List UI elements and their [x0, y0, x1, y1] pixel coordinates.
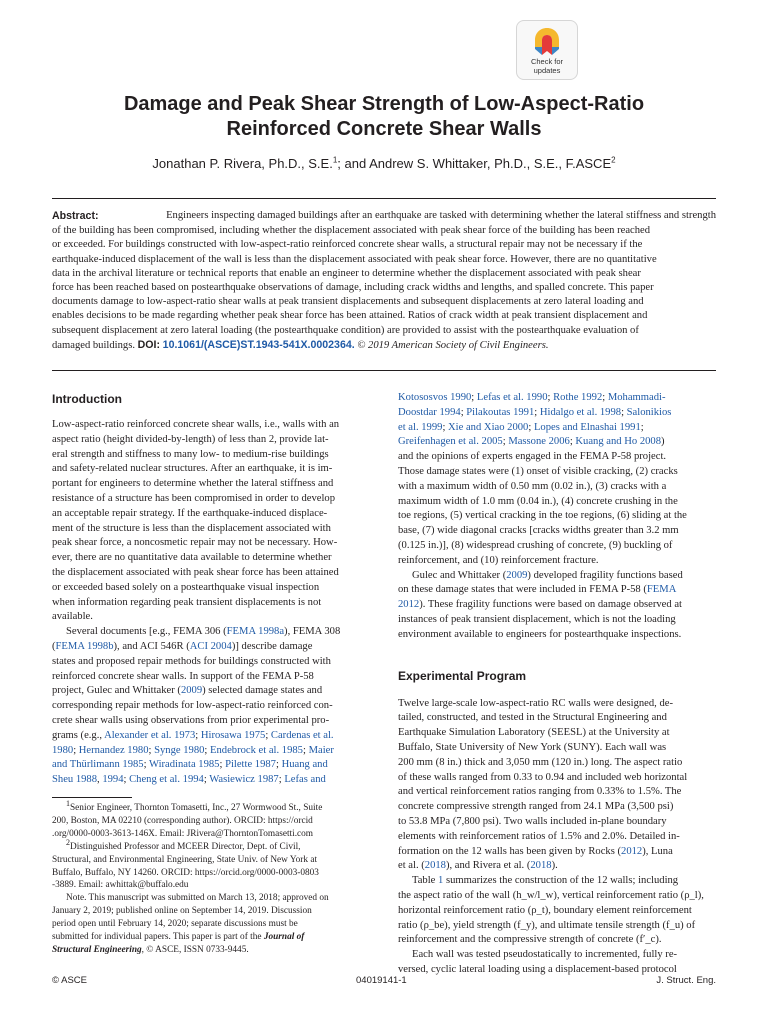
left-column: Introduction Low-aspect-ratio reinforced concrete shear walls, i.e., walls with an aspect ratio (height divided-by-length) of less than 2, provide lat- eral strength and stiffness to many low- to medium-rise buildings and safety-related nuclear structures. After an earthquake, it is im- portant for engineers to determine whether the lateral stiffness and resistance of a structure has been compromised in order to develop an acceptable repair strategy. If the earthquake-induced displace- ment of the structure is less than the displacement associated with peak shear force, a noncosmetic repair may not be necessary. How- ever, there are no quantitative data available to determine whether the displacement associated with peak shear force has been attained or exceeded based solely on a postearthquake visual inspection when information regarding peak transient displacements is not available. Several documents [e.g., FEMA 306 (FEMA 1998a), FEMA 308 (FEMA 1998b), and ACI 546R (ACI 2004)] describe damage states and proposed repair methods for buildings constructed with reinforced concrete shear walls. In support of the FEMA P-58 project, Gulec and Whittaker (2009) selected damage states and corresponding repair methods for low-aspect-ratio reinforced con- crete shear walls using observations from prior experimental pro- grams (e.g., Alexander et al. 1973; Hirosawa 1975; Cardenas et al. 1980; Hernandez 1980; Synge 1980; Endebrock et al. 1985; Maier and Thürlimann 1985; Wiradinata 1985; Pilette 1987; Huang and Sheu 1988, 1994; Cheng et al. 1994; Wasiewicz 1987; Lefas and: [52, 392, 370, 788]
citation-link[interactable]: Lefas and: [284, 774, 326, 786]
citation-link[interactable]: Alexander et al. 1973: [104, 729, 196, 741]
footnote-2: $^2$Distinguished Professor and MCEER Director, Dept. of Civil, Structural, and Environmental Engineering, State Univ. of New York at Buffalo, Buffalo, NY 14260. ORCID: https://orcid.org/0000-0003-0803 -3889. Email: awhittak@buffalo.edu: [52, 837, 319, 891]
doi-link[interactable]: 10.1061/(ASCE)ST.1943-541X.0002364.: [162, 338, 355, 351]
check-for-updates-label: Check for updates: [530, 57, 564, 75]
citation-link[interactable]: 1980: [52, 744, 74, 756]
citation-link[interactable]: FEMA 1998b: [55, 640, 114, 652]
footnote-1: $^1$Senior Engineer, Thornton Tomasetti, Inc., 27 Wormwood St., Suite 200, Boston, MA 02210 (corresponding author). ORCID: https://orcid .org/0000-0003-3613-146X. Email: JRivera@ThorntonTomasetti.com: [52, 798, 323, 839]
text-line: an acceptable repair strategy. If the earthquake-induced displace-: [52, 507, 328, 519]
text-line: 200 mm (8 in.) thick and 3,050 mm (120 in.) long. The aspect ratio: [398, 756, 683, 768]
text-line: base, (7) wide diagonal cracks [cracks widths greater than 3.2 mm: [398, 525, 679, 537]
text-line: concrete compressive strength ranged from 24.1 MPa (3,500 psi): [398, 801, 674, 813]
citation-link[interactable]: Sheu 1988: [52, 774, 98, 786]
author-line: Jonathan P. Rivera, Ph.D., S.E.$^1$; and Andrew S. Whittaker, Ph.D., S.E., F.ASCE$^2$: [152, 155, 616, 171]
text-line: portant for engineers to determine whether the lateral stiffness and: [52, 478, 334, 490]
citation-link[interactable]: Cardenas et al.: [270, 729, 334, 741]
citation-link[interactable]: Wiradinata 1985: [149, 759, 220, 771]
text-line: Buffalo, State University of New York (SUNY). Each wall was: [398, 741, 667, 753]
text-line: ment of the structure is less than the displacement associated with: [52, 522, 331, 534]
table-link[interactable]: 1: [438, 875, 444, 887]
citation-link[interactable]: Wasiewicz 1987: [209, 774, 279, 786]
citation-link[interactable]: Endebrock et al. 1985: [210, 744, 303, 756]
text-line: Low-aspect-ratio reinforced concrete shear walls, i.e., walls with an: [52, 419, 340, 430]
citation-link[interactable]: 2009: [180, 685, 203, 697]
citation-link[interactable]: Hirosawa 1975: [200, 729, 266, 741]
text-line: the displacement associated with peak shear force has been attained: [52, 566, 339, 578]
citation-link[interactable]: Salonikios: [626, 406, 672, 418]
citation-link[interactable]: Lefas et al. 1990: [476, 392, 548, 403]
citation-link[interactable]: and Thürlimann 1985: [52, 759, 144, 771]
citation-link[interactable]: Cheng et al. 1994: [129, 774, 204, 786]
experimental-paragraph-3: Each wall was tested pseudostatically to incremented, fully re- versed, cyclic lateral loading using a displacement-based protocol: [398, 949, 678, 975]
introduction-heading: Introduction: [52, 392, 122, 406]
footnote-rule: [52, 797, 132, 798]
check-for-updates-icon: [533, 27, 561, 57]
continued-paragraph: Kotososvos 1990; Lefas et al. 1990; Rothe 1992; Mohammadi- Doostdar 1994; Pilakoutas 1991; Hidalgo et al. 1998; Salonikios et al. 1999; Xie and Xiao 2000; Lopes and Elnashai 1991; Greifenhagen et al. 2005; Massone 2006; Kuang and Ho 2008) and the opinions of experts engaged in the FEMA P-58 project. Those damage states were (1) onset of visible cracking, (2) cracks with a maximum width of 0.50 mm (0.02 in.), (3) cracks with a maximum width of 1.0 mm (0.04 in.), (4) concrete crushing in the toe regions, (5) vertical cracking in the toe regions, (6) sliding at the base, (7) wide diagonal cracks [cracks widths greater than 3.2 mm (0.125 in.)], (8) widespread crushing of concrete, (9) buckling of reinforcement, and (10) reinforcement fracture.: [398, 391, 716, 569]
text-line: peak shear force, a noncosmetic repair may not be necessary. How-: [52, 537, 338, 549]
text-line: resistance of a structure has been compromised in order to develop: [52, 492, 335, 504]
citation-link[interactable]: Lopes and Elnashai 1991: [533, 421, 641, 433]
citation-link[interactable]: Rothe 1992: [553, 392, 603, 403]
citation-link[interactable]: Huang and: [281, 759, 328, 771]
citation-link[interactable]: Xie and Xiao 2000: [448, 421, 529, 433]
text-line: toe regions, (5) vertical cracking in the toe regions, (6) sliding at the: [398, 510, 687, 522]
citation-link[interactable]: 2009: [506, 569, 528, 581]
experimental-program-heading: Experimental Program: [398, 668, 527, 683]
right-column: [398, 391, 716, 978]
text-line: Twelve large-scale low-aspect-ratio RC walls were designed, de-: [398, 697, 673, 709]
text-line: elements with reinforcement ratios of 1.5% and 2.0%. Detailed in-: [398, 830, 680, 842]
citation-link[interactable]: Hidalgo et al. 1998: [539, 406, 622, 418]
citation-link[interactable]: Hernandez 1980: [78, 744, 149, 756]
text-line: (0.125 in.)], (8) widespread crushing of concrete, (9) buckling of: [398, 539, 673, 551]
abstract-top-rule: [52, 198, 716, 199]
text-line: aspect ratio (height divided-by-length) of less than 2, provide lat-: [52, 433, 329, 445]
citation-link[interactable]: ACI 2004: [189, 640, 232, 652]
manuscript-note: Note. This manuscript was submitted on March 13, 2018; approved on January 2, 2019; published online on September 14, 2019. Discussion period open until February 14, 2020; separate discussions must be submitted for individual papers. This paper is part of the Journal of Structural Engineering, © ASCE, ISSN 0733-9445.: [52, 893, 329, 955]
text-line: of these walls ranged from 0.33 to 0.94 and included web horizontal: [398, 771, 688, 783]
citation-link[interactable]: Kuang and Ho 2008: [575, 436, 662, 448]
abstract-bottom-rule: [52, 370, 716, 371]
footnotes: [52, 798, 370, 957]
text-line: maximum width of 1.0 mm (0.04 in.), (4) concrete crushing in the: [398, 495, 678, 507]
citation-link[interactable]: et al. 1999: [398, 421, 443, 433]
citation-link[interactable]: 2012: [621, 845, 643, 857]
text-line: Earthquake Simulation Laboratory (SEESL) at the University at: [398, 727, 670, 739]
footer-journal: J. Struct. Eng.: [656, 975, 716, 986]
citation-link[interactable]: 1994: [102, 774, 124, 786]
abstract-label: Abstract:: [52, 210, 99, 222]
citation-link[interactable]: Mohammadi-: [607, 392, 666, 403]
citation-link[interactable]: Pilakoutas 1991: [466, 406, 535, 418]
text-line: ever, there are no quantitative data available to determine whether: [52, 552, 332, 564]
abstract: Abstract: Engineers inspecting damaged buildings after an earthquake are tasked with determining whether the lateral stiffness and strength of the building has been compromised, including whether the displacement associated with peak shear force of the building has been reached or exceeded. For buildings constructed with low-aspect-ratio reinforced concrete shear walls, a structural repair may not be necessary if the earthquake-induced displacement of the wall is less than the displacement associated with peak shear force. However, there are no quantitative data in the archival literature or technical reports that enable an engineer to determine whether the displacement associated with peak shear force has been reached based on postearthquake observations of damage, including crack widths and lengths, and spalled concrete. This paper documents damage to low-aspect-ratio shear walls at peak transient displacements and subsequent displacements at zero lateral loading and enables decisions to be made regarding whether peak shear force has been attained. Ratios of crack width at peak transient displacement and subsequent displacement at zero lateral loading (the postearthquake condition) are provided to assist with the postearthquake evaluation of damaged buildings. DOI: 10.1061/(ASCE)ST.1943-541X.0002364. © 2019 American Society of Civil Engineers.: [52, 210, 716, 351]
citation-link[interactable]: Greifenhagen et al. 2005: [398, 436, 503, 448]
text-line: to 53.8 MPa (7,800 psi). Two walls included in-plane boundary: [398, 815, 667, 827]
citation-link[interactable]: Synge 1980: [154, 744, 205, 756]
text-line: Those damage states were (1) onset of visible cracking, (2) cracks: [398, 465, 678, 477]
fragility-paragraph: Gulec and Whittaker (2009) developed fragility functions based on these damage states that were included in FEMA P-58 (FEMA 2012). These fragility functions were based on damage observed at instances of peak transient displacement, which is not the loading environment available to engineers for postearthquake inspections.: [398, 569, 683, 640]
citation-link[interactable]: Doostdar 1994: [398, 406, 461, 418]
text-line: or exceeded based solely on a postearthquake visual inspection: [52, 581, 320, 593]
text-line: tailed, constructed, and tested in the Structural Engineering and: [398, 712, 667, 724]
citation-link[interactable]: 2018: [530, 860, 552, 872]
citation-link[interactable]: 2012: [398, 599, 420, 611]
text-line: with a maximum width of 0.50 mm (0.02 in.), (3) cracks with a: [398, 480, 667, 492]
citation-link[interactable]: FEMA 1998a: [226, 626, 285, 638]
experimental-paragraph-1: Twelve large-scale low-aspect-ratio RC walls were designed, de- tailed, constructed, and tested in the Structural Engineering and Earthquake Simulation Laboratory (SEESL) at the University at Buffalo, State University of New York (SUNY). Each wall was 200 mm (8 in.) thick and 3,050 mm (120 in.) long. The aspect ratio of these walls ranged from 0.33 to 0.94 and included web horizontal and vertical reinforcement ratios ranging from 0.33% to 1.5%. The concrete compressive strength ranged from 24.1 MPa (3,500 psi) to 53.8 MPa (7,800 psi). Two walls included in-plane boundary elements with reinforcement ratios of 1.5% and 2.0%. Detailed in- formation on the 12 walls has been given by Rocks (2012), Luna et al. (2018), and Rivera et al. (2018).: [398, 697, 716, 875]
intro-paragraph-1: [52, 418, 370, 610]
footer-article-number: 04019141-1: [356, 975, 407, 986]
experimental-paragraph-2: Table 1 summarizes the construction of the 12 walls; including the aspect ratio of the wall (h_w/l_w), vertical reinforcement ratio (ρ_l), horizontal reinforcement ratio (ρ_t), boundary element reinforcement ratio (ρ_be), yield strength (f_y), and ultimate tensile strength (f_u) of reinforcement and the compressive strength of concrete (f′_c).: [398, 875, 704, 946]
citation-link[interactable]: Massone 2006: [508, 436, 570, 448]
citation-link[interactable]: Pilette 1987: [225, 759, 276, 771]
citation-link[interactable]: FEMA: [646, 584, 677, 596]
citation-link[interactable]: Maier: [308, 744, 334, 756]
citation-link[interactable]: Kotososvos 1990: [398, 392, 472, 403]
intro-paragraph-2: Several documents [e.g., FEMA 306 (FEMA 1998a), FEMA 308 (FEMA 1998b), and ACI 546R (ACI 2004)] describe damage states and proposed repair methods for buildings constructed with reinforced concrete shear walls. In support of the FEMA P-58 project, Gulec and Whittaker (2009) selected damage states and corresponding repair methods for low-aspect-ratio reinforced con- crete shear walls using observations from prior experimental pro- grams (e.g., Alexander et al. 1973; Hirosawa 1975; Cardenas et al. 1980; Hernandez 1980; Synge 1980; Endebrock et al. 1985; Maier and Thürlimann 1985; Wiradinata 1985; Pilette 1987; Huang and Sheu 1988, 1994; Cheng et al. 1994; Wasiewicz 1987; Lefas and: [52, 626, 341, 786]
check-for-updates-badge[interactable]: [516, 20, 578, 80]
text-line: and vertical reinforcement ratios ranging from 0.33% to 1.5%. The: [398, 786, 682, 798]
text-line: and the opinions of experts engaged in the FEMA P-58 project.: [398, 451, 667, 463]
text-line: eral strength and stiffness to many low- to medium-rise buildings: [52, 448, 329, 460]
text-line: and safety-related nuclear structures. After an earthquake, it is im-: [52, 463, 333, 475]
citation-link[interactable]: 2018: [424, 860, 446, 872]
paper-title: Damage and Peak Shear Strength of Low-Aspect-Ratio Reinforced Concrete Shear Walls: [123, 93, 645, 140]
footer-publisher: © ASCE: [52, 975, 87, 986]
text-line: when information regarding peak transient displacements is not: [52, 596, 322, 608]
